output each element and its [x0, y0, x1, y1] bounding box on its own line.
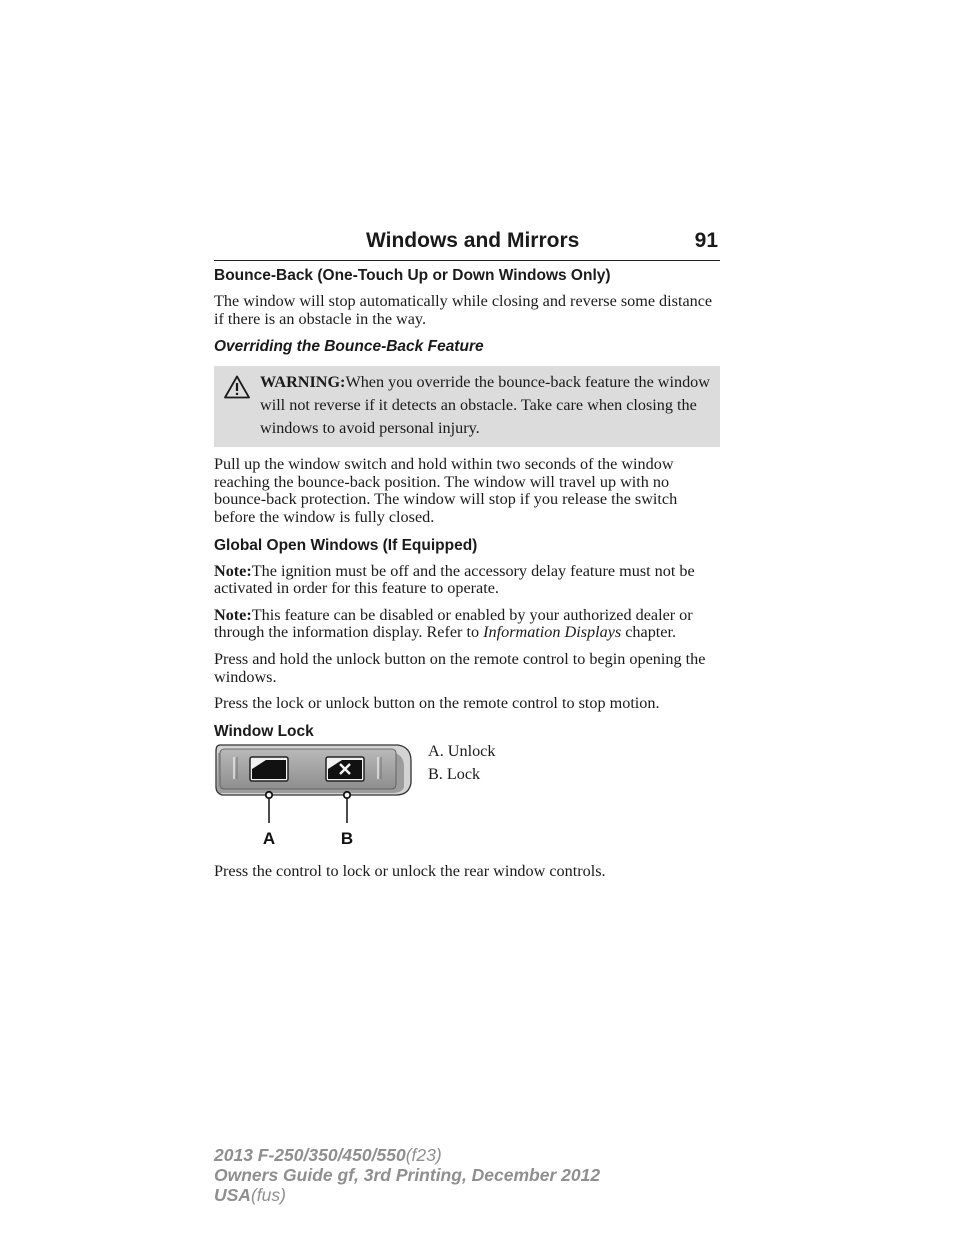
warning-triangle-icon [224, 375, 250, 399]
legend-lock: B. Lock [428, 765, 481, 784]
section-heading-global-open: Global Open Windows (If Equipped) [214, 536, 478, 554]
page-footer [214, 1145, 600, 1205]
page-header [214, 228, 720, 261]
override-paragraph: Pull up the window switch and hold within two seconds of the window reaching the bounce-back position. The window will travel up with no bounce-back protection. The window will stop if you release the switch before the window is fully closed. [214, 455, 678, 526]
global-open-paragraph-1: Press and hold the unlock button on the remote control to begin opening the windows. [214, 649, 706, 686]
legend-unlock: A. Unlock [428, 741, 496, 760]
footer-edition: Owners Guide gf, 3rd Printing, December 2012 [214, 1165, 601, 1185]
note-2-label: Note: [214, 605, 252, 624]
window-lock-paragraph: Press the control to lock or unlock the rear window controls. [214, 861, 606, 880]
bounce-back-paragraph: The window will stop automatically while closing and reverse some distance if there is an obstacle in the way. [214, 292, 713, 328]
page-number: 91 [694, 229, 718, 252]
figure-legend [428, 743, 495, 790]
note-1-label: Note: [214, 561, 252, 580]
window-lock-figure-block [214, 743, 720, 851]
warning-label: WARNING: [260, 373, 346, 392]
note-2-chapter-reference: Information Displays [483, 623, 622, 642]
section-heading-window-lock: Window Lock [214, 722, 314, 740]
figure-callout-a: A [262, 828, 276, 848]
note-1 [214, 563, 720, 598]
warning-box [214, 366, 720, 447]
note-2 [214, 607, 720, 642]
figure-callout-b: B [340, 828, 354, 848]
warning-text: When you override the bounce-back feature the window will not reverse if it detects an obstacle. Take care when closing the windows to avoid personal injury. [260, 373, 710, 438]
chapter-title: Windows and Mirrors [366, 229, 580, 252]
note-1-text: The ignition must be off and the accessory delay feature must not be activated in order for this feature to operate. [214, 561, 695, 598]
footer-model-code: (f23) [405, 1145, 442, 1165]
note-2-text-after: chapter. [625, 623, 677, 642]
section-heading-override: Overriding the Bounce-Back Feature [214, 338, 484, 356]
footer-market: USA [214, 1185, 251, 1205]
section-heading-bounce-back: Bounce-Back (One-Touch Up or Down Windows Only) [214, 267, 611, 284]
footer-model: 2013 F-250/350/450/550 [214, 1145, 406, 1165]
footer-market-code: (fus) [250, 1185, 286, 1205]
page-content [214, 266, 720, 889]
global-open-paragraph-2: Press the lock or unlock button on the remote control to stop motion. [214, 694, 660, 713]
window-lock-switch-illustration [214, 743, 414, 851]
note-2-text-before: This feature can be disabled or enabled by your authorized dealer or through the information display. Refer to [214, 605, 693, 642]
